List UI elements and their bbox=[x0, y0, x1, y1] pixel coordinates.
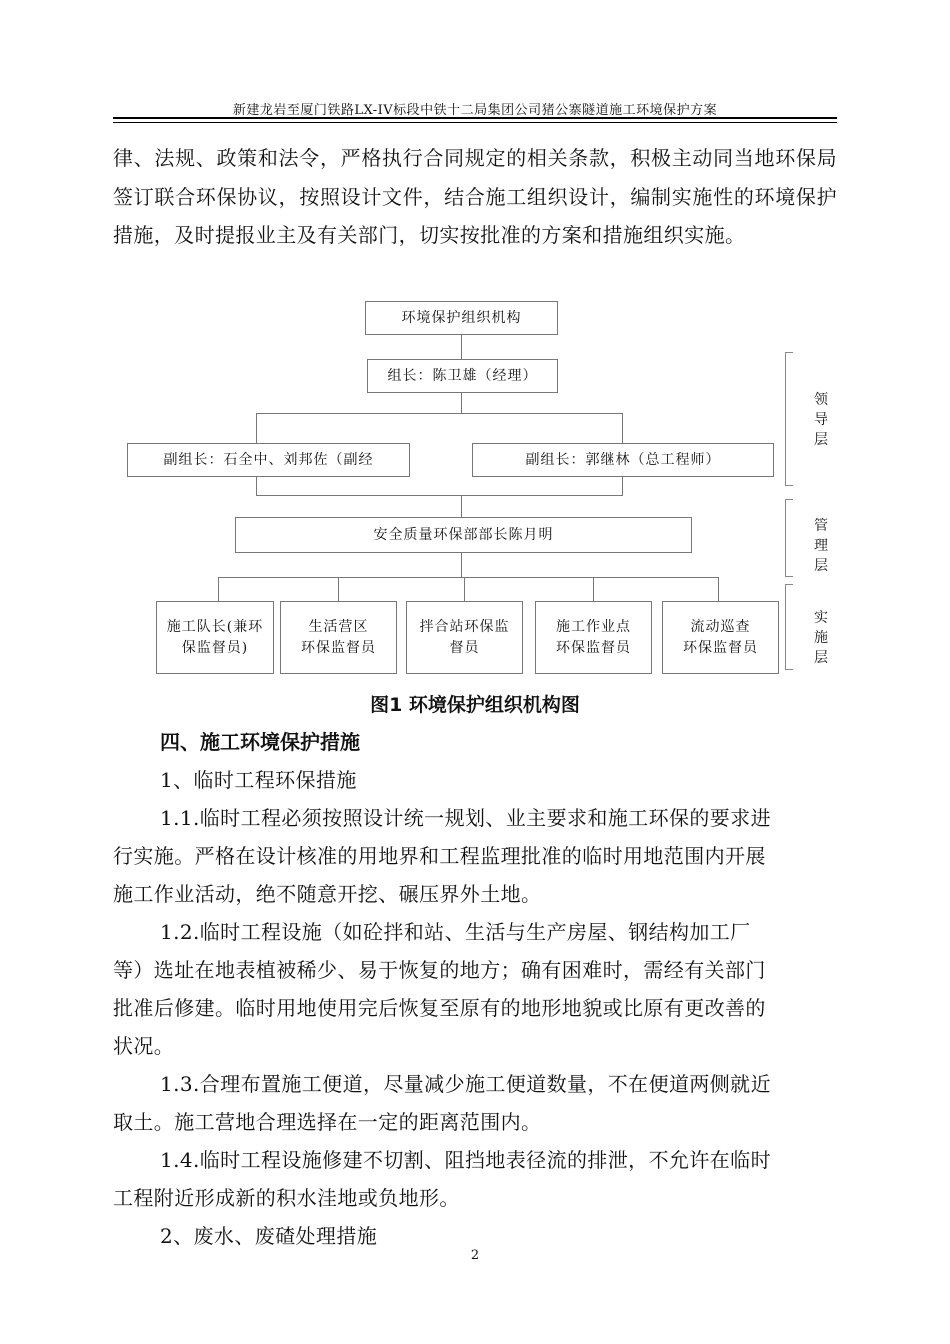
layer-label-implementation: 实 施 层 bbox=[814, 610, 828, 666]
org-leader-box: 组长：陈卫雄（经理） bbox=[367, 359, 558, 393]
text-line: 取土。施工营地合理选择在一定的距离范围内。 bbox=[113, 1110, 542, 1134]
intro-paragraph: 律、法规、政策和法令，严格执行合同规定的相关条款，积极主动同当地环保局签订联合环保协议，按照设计文件，结合施工组织设计，编制实施性的环境保护措施，及时提报业主及有关部门，切实按批准的方案和措施组织实施。 bbox=[113, 146, 837, 247]
connector bbox=[622, 413, 623, 443]
connector bbox=[461, 393, 462, 413]
layer-label-leadership: 领 导 层 bbox=[814, 392, 828, 448]
text-line: 等）选址在地表植被稀少、易于恢复的地方；确有困难时，需经有关部门 bbox=[113, 958, 766, 982]
text-line: 1.1.临时工程必须按照设计统一规划、业主要求和施工环保的要求进 bbox=[160, 806, 771, 830]
org-chart-title: 环境保护组织机构 bbox=[365, 301, 558, 335]
org-supervisor-box bbox=[662, 601, 779, 674]
header-rule-thick bbox=[113, 117, 837, 119]
connector bbox=[256, 477, 257, 495]
layer-bracket-management bbox=[785, 499, 793, 577]
subsection-title: 1、临时工程环保措施 bbox=[160, 768, 357, 792]
text-line: 批准后修建。临时用地使用完后恢复至原有的地形地貌或比原有更改善的 bbox=[113, 996, 766, 1020]
supervisor-line: 环保监督员 bbox=[683, 639, 758, 656]
supervisor-line: 流动巡查 bbox=[690, 618, 751, 635]
layer-label-management: 管 理 层 bbox=[814, 518, 828, 574]
supervisor-line: 环保监督员 bbox=[556, 639, 631, 656]
org-deputy-right-box: 副组长：郭继林（总工程师） bbox=[472, 443, 774, 477]
text-line: 1.2.临时工程设施（如砼拌和站、生活与生产房屋、钢结构加工厂 bbox=[160, 920, 751, 944]
connector bbox=[256, 413, 257, 443]
figure-caption: 图1 环境保护组织机构图 bbox=[370, 694, 580, 716]
supervisor-line: 生活营区 bbox=[308, 618, 369, 635]
text-line: 状况。 bbox=[113, 1034, 175, 1058]
connector bbox=[218, 577, 719, 578]
connector bbox=[464, 577, 465, 601]
connector bbox=[338, 577, 339, 601]
org-supervisor-box bbox=[156, 601, 274, 674]
text-line: 1.4.临时工程设施修建不切割、阻挡地表径流的排泄，不允许在临时 bbox=[160, 1148, 771, 1172]
connector bbox=[461, 495, 462, 517]
header-rule-thin bbox=[113, 122, 837, 123]
supervisor-line: 施工队长(兼环 bbox=[166, 618, 264, 635]
text-line: 施工作业活动，绝不随意开挖、碾压界外土地。 bbox=[113, 882, 542, 906]
supervisor-line: 拌合站环保监 bbox=[419, 618, 510, 635]
org-deputy-left-box: 副组长：石全中、刘邦佐（副经 bbox=[127, 443, 410, 477]
connector bbox=[593, 577, 594, 601]
supervisor-line: 施工作业点 bbox=[556, 618, 631, 635]
page-number: 2 bbox=[470, 1248, 480, 1263]
connector bbox=[622, 477, 623, 495]
supervisor-line: 督员 bbox=[449, 639, 480, 656]
connector bbox=[218, 577, 219, 601]
supervisor-line: 环保监督员 bbox=[301, 639, 376, 656]
org-supervisor-box bbox=[280, 601, 397, 674]
text-line: 1.3.合理布置施工便道，尽量减少施工便道数量，不在便道两侧就近 bbox=[160, 1072, 771, 1096]
running-header: 新建龙岩至厦门铁路LX-IV标段中铁十二局集团公司猪公寨隧道施工环境保护方案 bbox=[232, 103, 718, 118]
connector bbox=[461, 335, 462, 359]
org-manager-box: 安全质量环保部部长陈月明 bbox=[235, 517, 692, 553]
connector bbox=[461, 553, 462, 577]
connector bbox=[256, 413, 623, 414]
org-supervisor-box bbox=[535, 601, 652, 674]
layer-bracket-implementation bbox=[785, 584, 793, 670]
section-title: 四、施工环境保护措施 bbox=[160, 730, 360, 754]
connector bbox=[718, 577, 719, 601]
supervisor-line: 保监督员) bbox=[181, 639, 249, 656]
org-supervisor-box bbox=[406, 601, 523, 674]
subsection-title: 2、废水、废碴处理措施 bbox=[160, 1224, 378, 1248]
text-line: 行实施。严格在设计核准的用地界和工程监理批准的临时用地范围内开展 bbox=[113, 844, 766, 868]
layer-bracket-leadership bbox=[785, 352, 793, 486]
text-line: 工程附近形成新的积水洼地或负地形。 bbox=[113, 1186, 460, 1210]
connector bbox=[256, 495, 623, 496]
